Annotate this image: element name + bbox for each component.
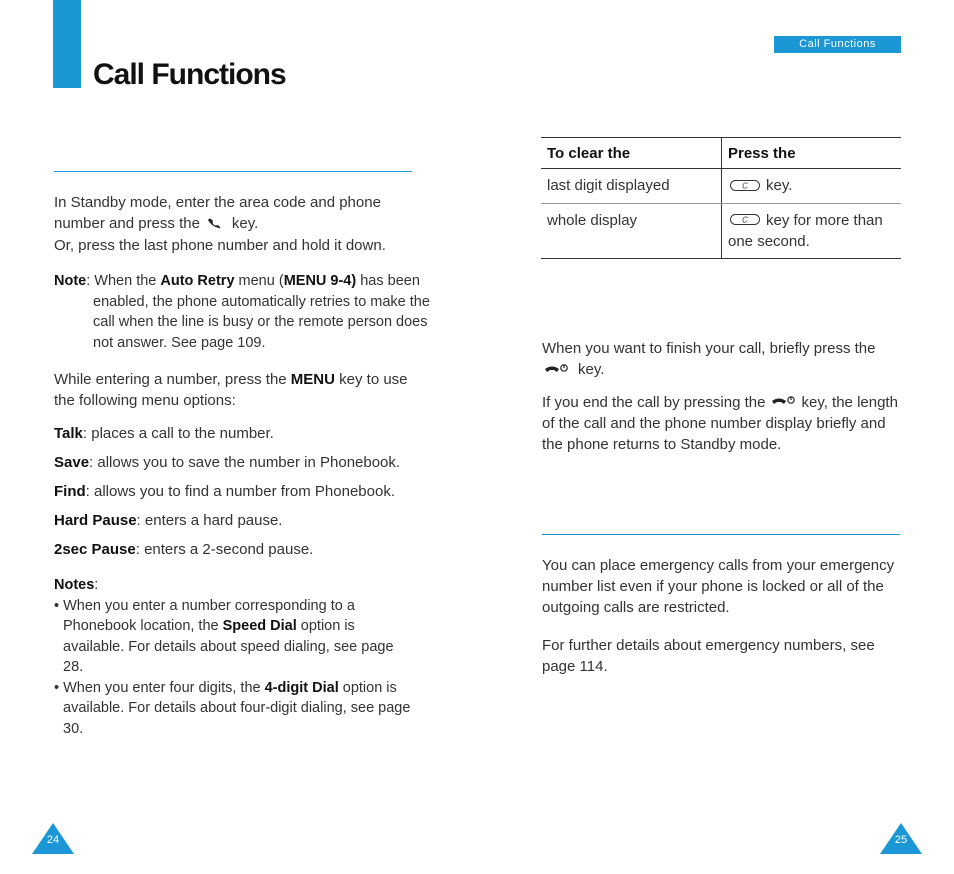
table-row (541, 203, 901, 259)
intro-block (54, 192, 414, 256)
section-tab: Call Functions (774, 36, 901, 53)
emergency-paragraph: You can place emergency calls from your emergency number list even if your phone is locked or all of the outgoing calls are restricted. (542, 557, 895, 616)
svg-text:C: C (742, 215, 748, 225)
end-key-icon (544, 360, 568, 381)
menu-intro: While entering a number, press the MENU key to use the following menu options: (54, 371, 408, 409)
table-header-row (541, 138, 901, 169)
notes-heading: Notes: (54, 577, 99, 593)
note: Note: When the Auto Retry menu (MENU 9-4) has been enabled, the phone automatically retries to make the call when the line is busy or the remote person does not answer. See page 109. (54, 273, 430, 351)
option-save: Save: allows you to save the number in Phonebook. (54, 454, 401, 471)
option-find: Find: allows you to find a number from Phonebook. (54, 483, 395, 500)
end-call-line: When you want to finish your call, briefly press the (542, 340, 876, 357)
clear-key-icon (730, 210, 760, 231)
page-title: Call Functions (93, 58, 286, 91)
svg-text:C: C (742, 181, 748, 191)
notes-block (54, 575, 414, 739)
table-header-cell: To clear the (541, 138, 722, 169)
notes-bullet: • When you enter a number corresponding to a Phonebook location, the Speed Dial option is available. For details about speed dialing, see page 28. (54, 597, 394, 675)
section-divider (54, 171, 412, 172)
option-2sec-pause: 2sec Pause: enters a 2-second pause. (54, 541, 314, 558)
clear-key-icon (730, 176, 760, 197)
intro-line: In Standby mode, enter the area code and phone (54, 194, 381, 211)
clear-keys-table (541, 137, 901, 259)
table-header-cell: Press the (722, 138, 902, 169)
table-row (541, 169, 901, 204)
intro-line: number and press the key. (54, 213, 414, 235)
table-cell: whole display (541, 203, 722, 259)
end-key-icon (771, 392, 795, 413)
option-hard-pause: Hard Pause: enters a hard pause. (54, 512, 283, 529)
page-number-left: 24 (46, 834, 60, 846)
section-divider (542, 534, 900, 535)
table-cell: C key for more than one second. (722, 203, 902, 259)
end-call-line: key. (542, 359, 902, 381)
notes-bullet: • When you enter four digits, the 4-digit Dial option is available. For details about four-digit dialing, see page 30. (54, 679, 411, 737)
page-number-right: 25 (894, 834, 908, 846)
intro-line: Or, press the last phone number and hold it down. (54, 236, 386, 254)
table-cell: C key. (722, 169, 902, 204)
emergency-reference: For further details about emergency numbers, see page 114. (542, 637, 875, 675)
title-accent-bar (53, 0, 81, 88)
end-call-block (542, 338, 902, 455)
option-talk: Talk: places a call to the number. (54, 425, 274, 442)
table-cell: last digit displayed (541, 169, 722, 204)
send-key-icon (206, 214, 226, 235)
end-call-detail: If you end the call by pressing the key, the length of the call and the phone number display briefly and the phone returns to Standby mode. (542, 393, 898, 454)
